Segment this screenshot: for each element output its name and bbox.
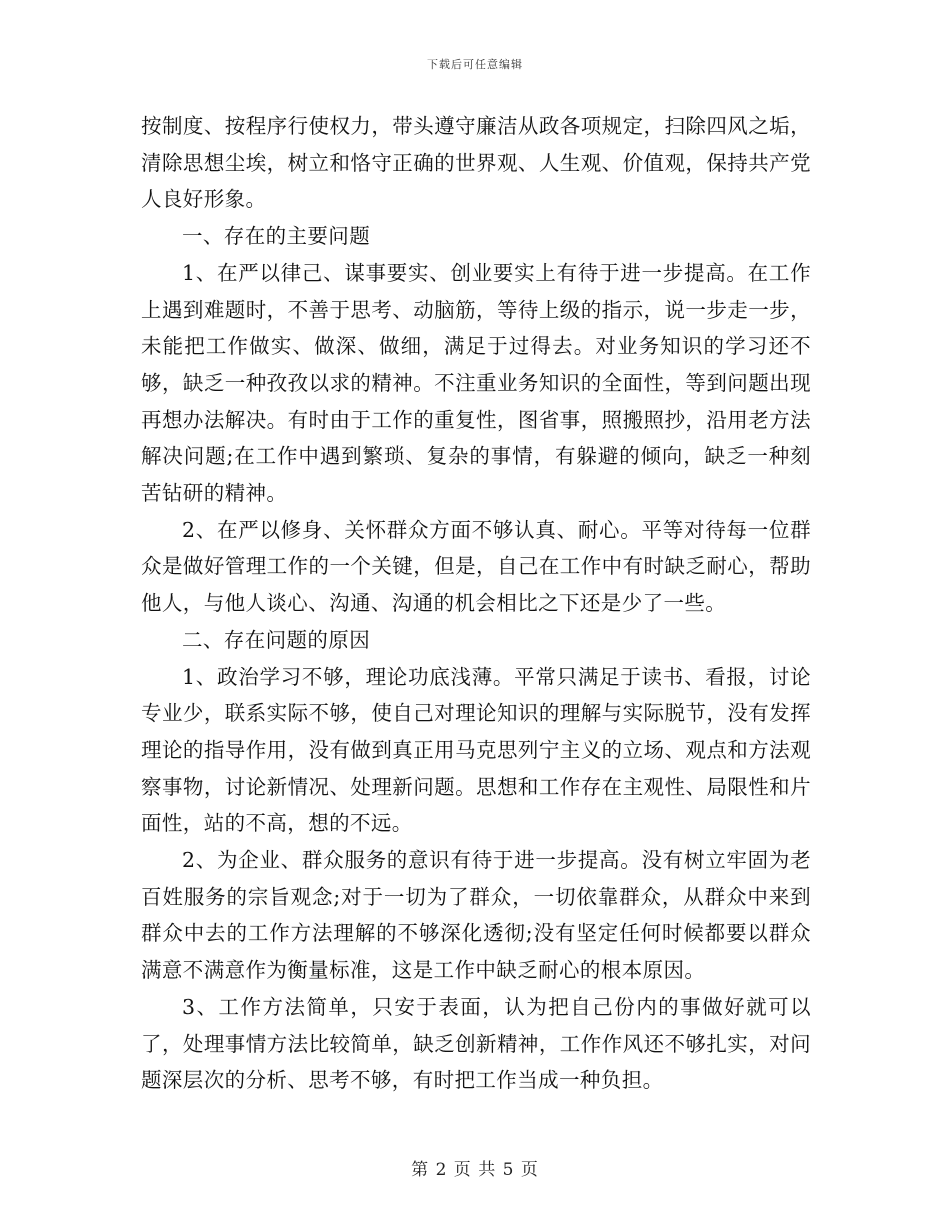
paragraph-cause-2: 2、为企业、群众服务的意识有待于进一步提高。没有树立牢固为老百姓服务的宗旨观念;对于一切为了群众，一切依靠群众，从群众中来到群众中去的工作方法理解的不够深化透彻;没有坚定任何时候都要以群众满意不满意作为衡量标准，这是工作中缺乏耐心的根本原因。 xyxy=(141,848,811,983)
paragraph-problem-1: 1、在严以律己、谋事要实、创业要实上有待于进一步提高。在工作上遇到难题时，不善于思考、动脑筋，等待上级的指示，说一步走一步，未能把工作做实、做深、做细，满足于过得去。对业务知识的学习还不够，缺乏一种孜孜以求的精神。不注重业务知识的全面性，等到问题出现再想办法解决。有时由于工作的重复性，图省事，照搬照抄，沿用老方法解决问题;在工作中遇到繁琐、复杂的事情，有躲避的倾向，缺乏一种刻苦钻研的精神。 xyxy=(141,260,811,506)
section-heading-main-problems: 一、存在的主要问题 xyxy=(182,224,371,249)
paragraph-cause-3: 3、工作方法简单，只安于表面，认为把自己份内的事做好就可以了，处理事情方法比较简单，缺乏创新精神，工作作风还不够扎实，对问题深层次的分析、思考不够，有时把工作当成一种负担。 xyxy=(141,994,811,1093)
section-heading-causes: 二、存在问题的原因 xyxy=(182,627,371,652)
document-body xyxy=(141,108,811,1099)
paragraph-cause-1: 1、政治学习不够，理论功底浅薄。平常只满足于读书、看报，讨论专业少，联系实际不够，使自己对理论知识的理解与实际脱节，没有发挥理论的指导作用，没有做到真正用马克思列宁主义的立场、观点和方法观察事物，讨论新情况、处理新问题。思想和工作存在主观性、局限性和片面性，站的不高，想的不远。 xyxy=(141,664,811,836)
paragraph-problem-2: 2、在严以修身、关怀群众方面不够认真、耐心。平等对待每一位群众是做好管理工作的一个关键，但是，自己在工作中有时缺乏耐心，帮助他人，与他人谈心、沟通、沟通的机会相比之下还是少了一些。 xyxy=(141,517,811,616)
page-header-note: 下载后可任意编辑 xyxy=(427,58,523,71)
page-number: 第 2 页 共 5 页 xyxy=(411,1160,539,1180)
paragraph-intro: 按制度、按程序行使权力，带头遵守廉洁从政各项规定，扫除四风之垢，清除思想尘埃，树立和恪守正确的世界观、人生观、价值观，保持共产党人良好形象。 xyxy=(141,114,811,212)
